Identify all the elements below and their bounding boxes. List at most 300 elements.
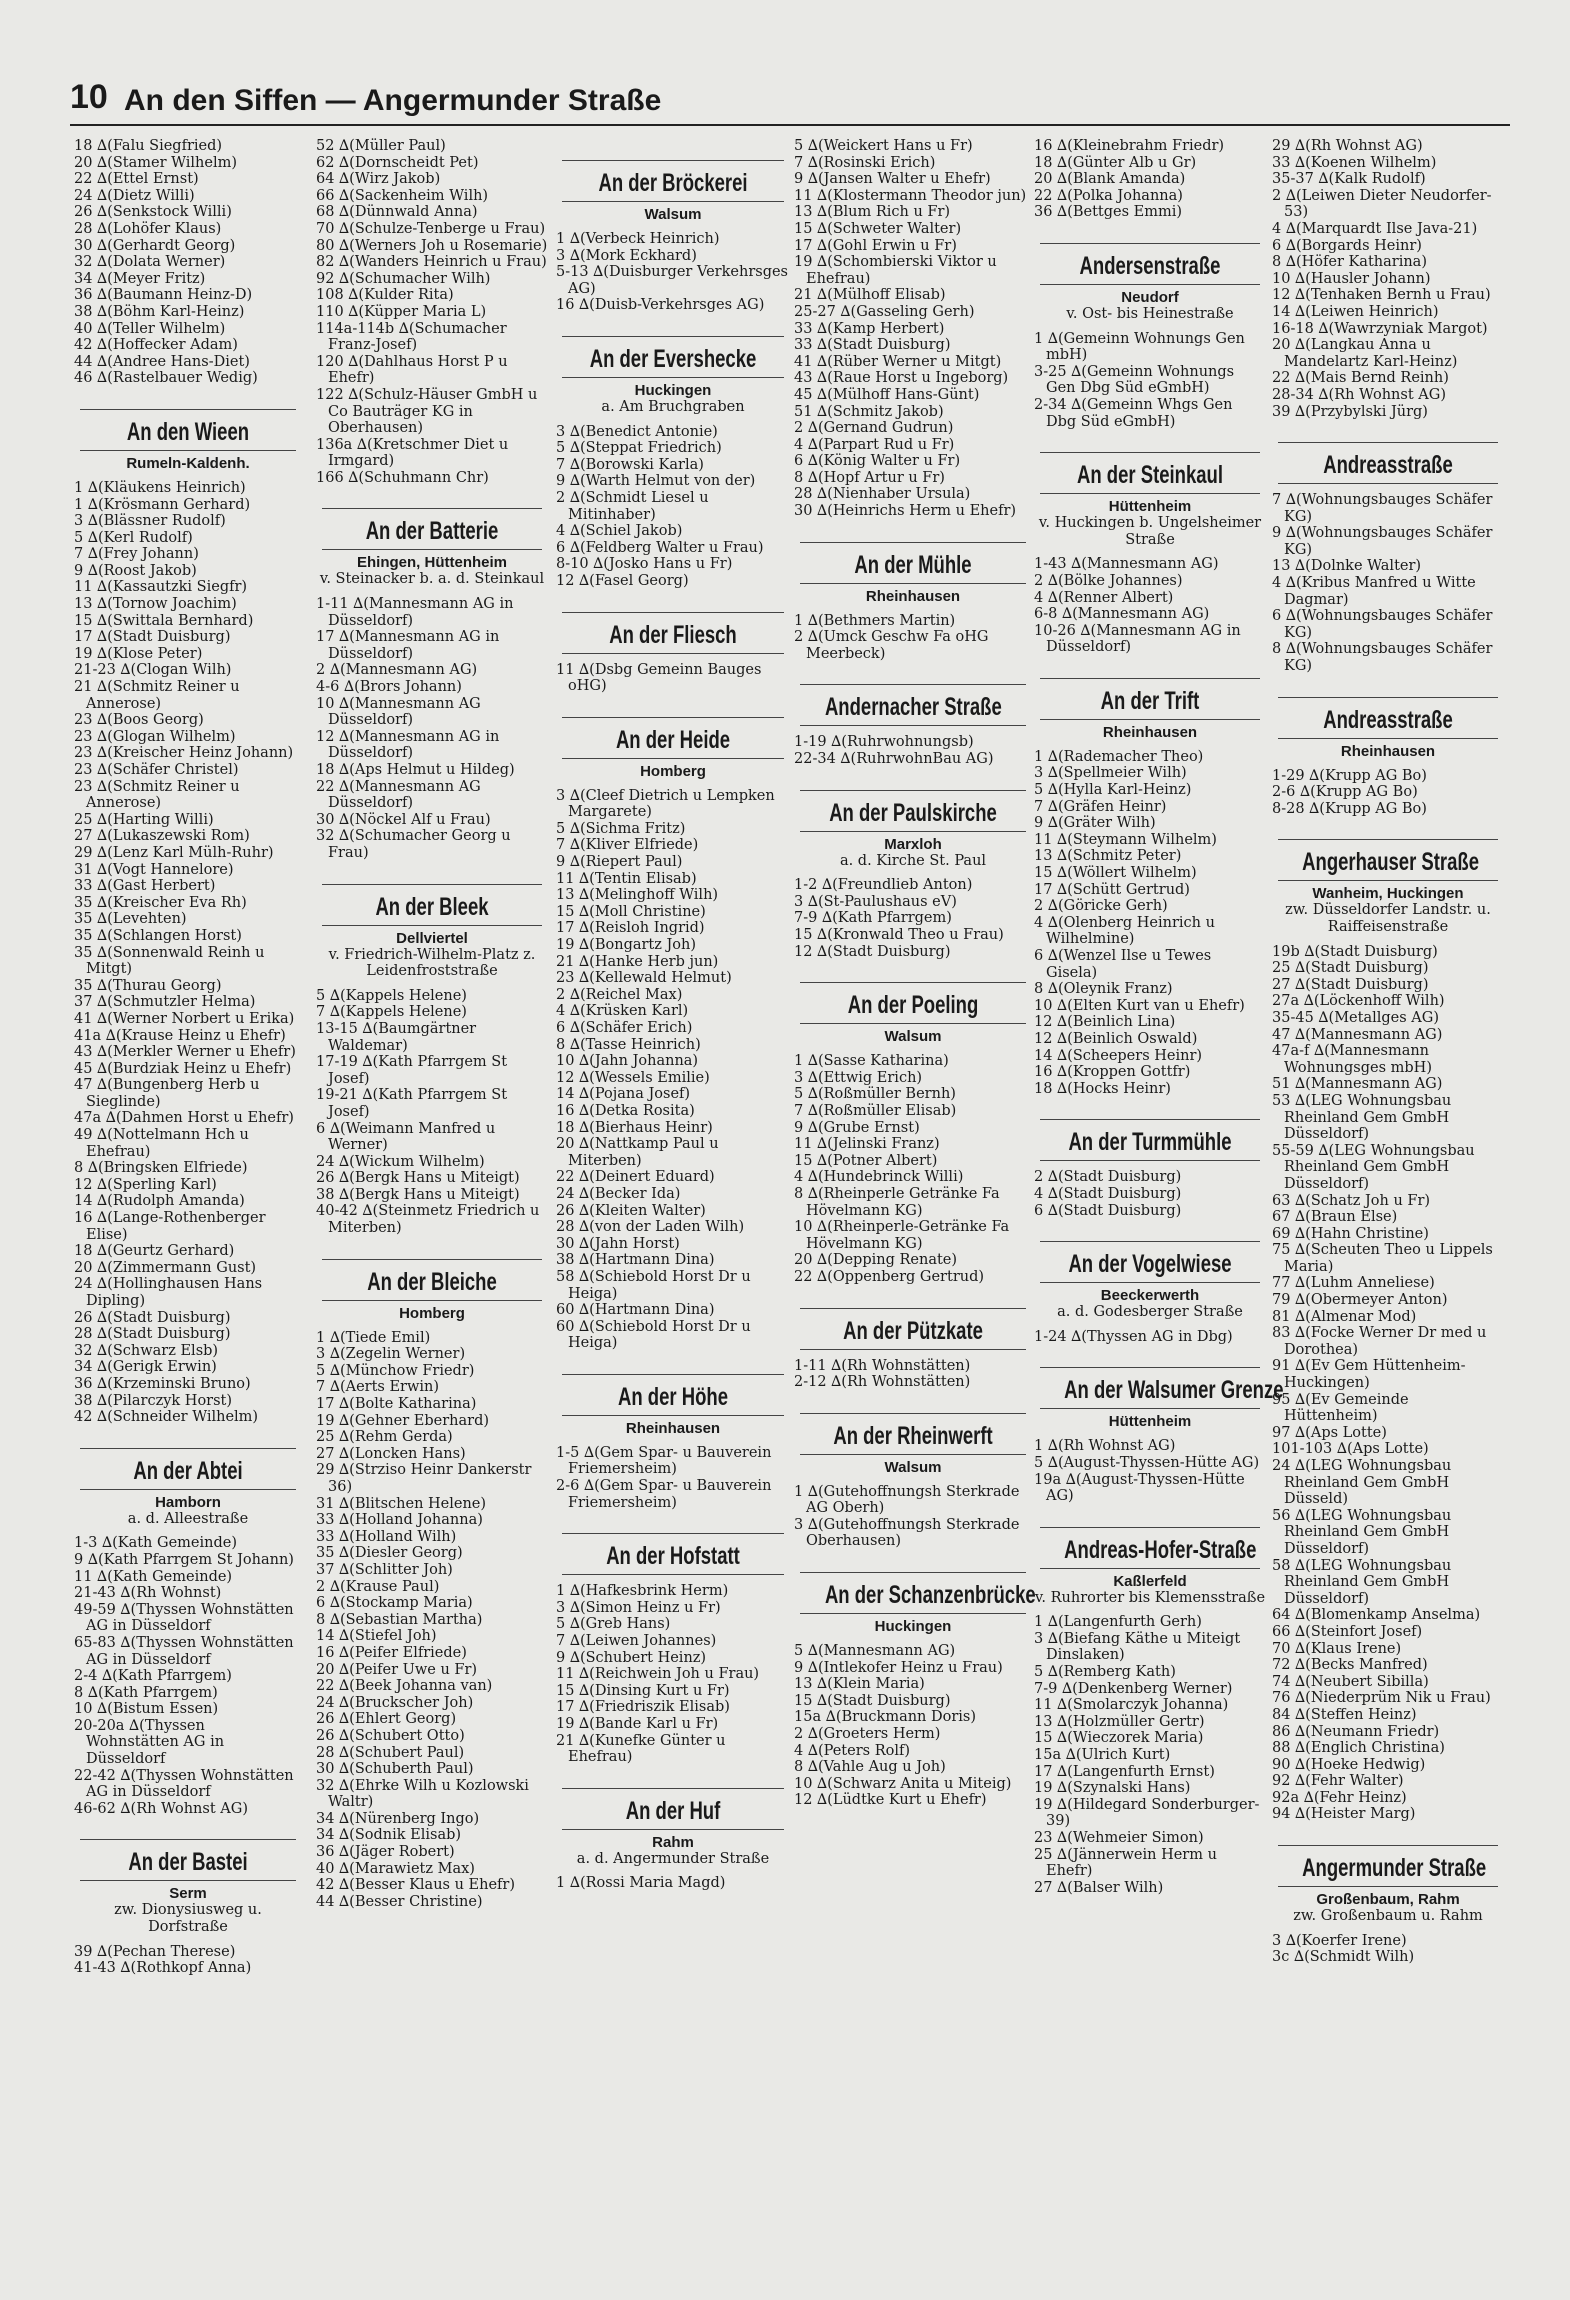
heading-rule-bottom — [562, 201, 784, 202]
street-range-note: a. d. Kirche St. Paul — [839, 852, 987, 869]
resident-entry: 8 ∆(Oleynik Franz) — [1034, 981, 1173, 998]
resident-entry: 24 ∆(Dietz Willi) — [74, 187, 195, 204]
resident-entry: 2 ∆(Stadt Duisburg) — [1034, 1169, 1182, 1186]
street-name: An der Bleek — [375, 892, 489, 921]
resident-entry: 28-34 ∆(Rh Wohnst AG) — [1272, 386, 1446, 403]
street-range-note: v. Ruhrorter bis Klemensstraße — [1034, 1589, 1266, 1606]
resident-entry: 9 ∆(Wohnungsbauges Schäfer KG) — [1272, 525, 1493, 558]
resident-entry: 33 ∆(Holland Wilh) — [316, 1528, 457, 1545]
heading-rule-top — [562, 1788, 784, 1789]
resident-entry: 30 ∆(Nöckel Alf u Frau) — [316, 811, 491, 828]
resident-entry: 21 ∆(Schmitz Reiner u Annerose) — [74, 679, 240, 712]
street-heading — [1034, 678, 1266, 741]
street-name: Andreasstraße — [1323, 705, 1453, 734]
resident-entry: 23 ∆(Glogan Wilhelm) — [74, 728, 236, 745]
resident-entry: 82 ∆(Wanders Heinrich u Frau) — [316, 254, 547, 271]
district-name: Homberg — [399, 1304, 465, 1322]
resident-entry: 6 ∆(Wenzel Ilse u Tewes Gisela) — [1034, 948, 1212, 981]
resident-entry: 1 ∆(Rossi Maria Magd) — [556, 1875, 726, 1892]
street-section — [556, 160, 790, 314]
resident-entry: 20-20a ∆(Thyssen Wohnstätten AG in Düsseldorf — [74, 1717, 225, 1768]
resident-entry: 21 ∆(Mülhoff Elisab) — [794, 287, 946, 304]
street-name: An der Rheinwerft — [833, 1421, 993, 1450]
resident-entry: 1-24 ∆(Thyssen AG in Dbg) — [1034, 1328, 1233, 1345]
heading-rule-bottom — [562, 758, 784, 759]
resident-entry: 4 ∆(Stadt Duisburg) — [1034, 1185, 1182, 1202]
resident-entry: 19 ∆(Klose Peter) — [74, 645, 203, 662]
resident-entry: 3-25 ∆(Gemeinn Wohnungs Gen Dbg Süd eGmbH) — [1034, 363, 1235, 397]
resident-entry: 10 ∆(Hausler Johann) — [1272, 270, 1431, 287]
street-heading — [1272, 442, 1504, 484]
resident-entry: 1-43 ∆(Mannesmann AG) — [1034, 556, 1219, 573]
heading-rule-top — [1040, 1527, 1260, 1528]
resident-entry: 1-5 ∆(Gem Spar- u Bauverein Friemersheim) — [556, 1444, 772, 1478]
resident-entry: 10 ∆(Elten Kurt van u Ehefr) — [1034, 997, 1245, 1014]
resident-entry: 15 ∆(Potner Albert) — [794, 1152, 938, 1169]
heading-rule-bottom — [1040, 1408, 1260, 1409]
resident-entry: 45 ∆(Mülhoff Hans-Günt) — [794, 386, 980, 403]
resident-entry: 6 ∆(Borgards Heinr) — [1272, 237, 1422, 254]
resident-entry: 3 ∆(Zegelin Werner) — [316, 1346, 466, 1363]
heading-rule-bottom — [322, 549, 542, 550]
resident-entry: 41 ∆(Werner Norbert u Erika) — [74, 1010, 295, 1027]
street-section — [316, 508, 548, 861]
resident-entry: 4 ∆(Parpart Rud u Fr) — [794, 436, 955, 453]
resident-entry: 16-18 ∆(Wawrzyniak Margot) — [1272, 320, 1488, 337]
resident-entry: 35-45 ∆(Metallges AG) — [1272, 1009, 1439, 1026]
heading-rule-bottom — [562, 1574, 784, 1575]
resident-entry: 40-42 ∆(Steinmetz Friedrich u Miterben) — [316, 1203, 540, 1237]
street-name: An der Bastei — [128, 1848, 248, 1877]
resident-entry: 79 ∆(Obermeyer Anton) — [1272, 1292, 1448, 1309]
resident-entry: 5 ∆(Steppat Friedrich) — [556, 440, 722, 457]
resident-entry: 64 ∆(Blomenkamp Anselma) — [1272, 1607, 1481, 1624]
resident-entry: 21 ∆(Kunefke Günter u Ehefrau) — [556, 1732, 726, 1766]
resident-entry: 1 ∆(Gemeinn Wohnungs Gen mbH) — [1034, 330, 1245, 364]
resident-entry: 65-83 ∆(Thyssen Wohnstätten AG in Düsseldorf — [74, 1634, 294, 1668]
street-section — [794, 684, 1032, 767]
resident-entry: 5-13 ∆(Duisburger Verkehrsges AG) — [556, 264, 788, 297]
resident-entry: 8 ∆(Tasse Heinrich) — [556, 1036, 701, 1053]
resident-entry: 1 ∆(Kläukens Heinrich) — [74, 479, 246, 496]
heading-rule-top — [322, 884, 542, 885]
street-name: Andersenstraße — [1079, 251, 1221, 280]
resident-entry: 75 ∆(Scheuten Theo u Lippels Maria) — [1272, 1242, 1493, 1275]
resident-entry: 15 ∆(Swittala Bernhard) — [74, 612, 254, 629]
resident-entry: 2-6 ∆(Krupp AG Bo) — [1272, 784, 1418, 801]
resident-entry: 2 ∆(Reichel Max) — [556, 986, 683, 1003]
heading-rule-top — [800, 1308, 1026, 1309]
street-name: Angerhauser Straße — [1302, 848, 1479, 877]
resident-entry: 18 ∆(Aps Helmut u Hildeg) — [316, 762, 515, 778]
street-section — [74, 409, 302, 1426]
resident-entry: 27 ∆(Stadt Duisburg) — [1272, 976, 1429, 993]
heading-rule-bottom — [562, 377, 784, 378]
street-name: An den Wieen — [126, 417, 250, 446]
resident-entry: 8-10 ∆(Josko Hans u Fr) — [556, 556, 733, 573]
resident-entry: 7 ∆(Frey Johann) — [74, 546, 199, 563]
resident-entry: 34 ∆(Gerigk Erwin) — [74, 1359, 217, 1376]
resident-entry: 29 ∆(Rh Wohnst AG) — [1272, 138, 1423, 154]
resident-entry: 7 ∆(Kappels Helene) — [316, 1004, 467, 1021]
street-name: An der Steinkaul — [1077, 461, 1223, 490]
resident-entry: 15 ∆(Dinsing Kurt u Fr) — [556, 1682, 730, 1699]
resident-entry: 24 ∆(Bruckscher Joh) — [316, 1694, 474, 1711]
resident-entry: 30 ∆(Jahn Horst) — [556, 1235, 680, 1252]
resident-entry: 16 ∆(Peifer Elfriede) — [316, 1644, 467, 1661]
resident-entry: 2 ∆(Mannesmann AG) — [316, 662, 478, 679]
resident-entry: 20 ∆(Blank Amanda) — [1034, 171, 1186, 188]
street-name: An der Trift — [1100, 686, 1200, 715]
resident-entry: 92a ∆(Fehr Heinz) — [1272, 1789, 1407, 1806]
resident-entry: 91 ∆(Ev Gem Hüttenheim-Huckingen) — [1272, 1358, 1466, 1392]
street-section — [74, 1448, 302, 1818]
resident-entry: 122 ∆(Schulz-Häuser GmbH u Co Bauträger KG in Oberhausen) — [316, 386, 538, 437]
street-section — [1034, 1119, 1266, 1219]
resident-entry: 14 ∆(Stiefel Joh) — [316, 1628, 437, 1645]
district-name: Wanheim, Huckingen — [1312, 885, 1464, 903]
street-section — [74, 1839, 302, 1976]
resident-entry: 22 ∆(Ettel Ernst) — [74, 171, 199, 188]
resident-entry: 7 ∆(Leiwen Johannes) — [556, 1633, 717, 1650]
resident-entry: 3 ∆(Mork Eckhard) — [556, 247, 697, 264]
resident-entry: 42 ∆(Schneider Wilhelm) — [74, 1409, 259, 1426]
resident-entry: 8 ∆(Kath Pfarrgem) — [74, 1684, 218, 1701]
resident-entry: 4 ∆(Kribus Manfred u Witte Dagmar) — [1272, 575, 1476, 608]
resident-entry: 30 ∆(Gerhardt Georg) — [74, 237, 236, 254]
resident-entry: 16 ∆(Kroppen Gottfr) — [1034, 1064, 1191, 1081]
resident-entry: 3 ∆(Gutehoffnungsh Sterkrade Oberhausen) — [794, 1516, 1020, 1550]
resident-entry: 9 ∆(Intlekofer Heinz u Frau) — [794, 1659, 1003, 1676]
resident-entry: 9 ∆(Kath Pfarrgem St Johann) — [74, 1551, 294, 1568]
heading-rule-top — [1040, 1241, 1260, 1242]
resident-entry: 166 ∆(Schuhmann Chr) — [316, 469, 489, 486]
resident-entry: 26 ∆(Kleiten Walter) — [556, 1202, 706, 1219]
street-name: An der Heide — [615, 725, 731, 754]
heading-rule-bottom — [1278, 483, 1498, 484]
street-name: An der Batterie — [365, 517, 499, 546]
resident-entry: 28 ∆(Stadt Duisburg) — [74, 1326, 231, 1343]
resident-entry: 83 ∆(Focke Werner Dr med u Dorothea) — [1272, 1325, 1487, 1358]
resident-entry: 29 ∆(Strziso Heinr Dankerstr 36) — [316, 1462, 532, 1495]
resident-entry: 24 ∆(Wickum Wilhelm) — [316, 1153, 485, 1170]
resident-entry: 1 ∆(Langenfurth Gerh) — [1034, 1614, 1202, 1631]
resident-entry: 2 ∆(Groeters Herm) — [794, 1726, 941, 1743]
heading-rule-bottom — [1278, 738, 1498, 739]
street-section — [556, 1533, 790, 1766]
resident-entry: 7 ∆(Kliver Elfriede) — [556, 837, 699, 854]
resident-entry: 51 ∆(Mannesmann AG) — [1272, 1076, 1443, 1093]
resident-entry: 62 ∆(Dornscheidt Pet) — [316, 154, 479, 171]
resident-entry: 9 ∆(Schubert Heinz) — [556, 1649, 707, 1666]
resident-entry: 13-15 ∆(Baumgärtner Waldemar) — [316, 1020, 477, 1054]
resident-entry: 4 ∆(Schiel Jakob) — [556, 523, 683, 540]
heading-rule-top — [800, 1572, 1026, 1573]
street-range-note: v. Steinacker b. a. d. Steinkaul — [319, 571, 545, 588]
resident-entry: 22 ∆(Mannesmann AG Düsseldorf) — [316, 778, 481, 812]
resident-entry: 13 ∆(Schmitz Peter) — [1034, 848, 1182, 865]
heading-rule-top — [80, 1448, 296, 1449]
resident-entry: 43 ∆(Raue Horst u Ingeborg) — [794, 370, 1009, 387]
district-name: Serm — [169, 1885, 207, 1903]
resident-entry: 5 ∆(Sichma Fritz) — [556, 820, 686, 837]
resident-entry: 2-34 ∆(Gemeinn Whgs Gen Dbg Süd eGmbH) — [1034, 396, 1233, 430]
resident-entry: 41-43 ∆(Rothkopf Anna) — [74, 1960, 252, 1977]
resident-entry: 25-27 ∆(Gasseling Gerh) — [794, 303, 975, 320]
heading-rule-bottom — [800, 1613, 1026, 1614]
resident-entry: 10 ∆(Rheinperle-Getränke Fa Hövelmann KG) — [794, 1219, 1010, 1252]
district-name: Walsum — [644, 206, 702, 223]
page-number: 10 — [70, 78, 108, 116]
resident-entry: 23 ∆(Schäfer Christel) — [74, 762, 239, 778]
resident-entry: 3 ∆(Biefang Käthe u Miteigt Dinslaken) — [1034, 1630, 1241, 1664]
street-section — [556, 612, 790, 695]
street-range-note: a. d. Alleestraße — [127, 1510, 249, 1527]
heading-rule-top — [1040, 1367, 1260, 1368]
column-5 — [1034, 138, 1284, 1896]
resident-entry: 46 ∆(Rastelbauer Wedig) — [74, 370, 258, 387]
street-heading — [316, 884, 548, 980]
resident-entry: 17 ∆(Friedriszik Elisab) — [556, 1699, 730, 1716]
resident-entry: 120 ∆(Dahlhaus Horst P u Ehefr) — [316, 353, 508, 387]
resident-entry: 12 ∆(Stadt Duisburg) — [794, 943, 951, 960]
resident-entry: 45 ∆(Burdziak Heinz u Ehefr) — [74, 1060, 292, 1077]
resident-entry: 22 ∆(Polka Johanna) — [1034, 187, 1183, 204]
resident-entry: 28 ∆(von der Laden Wilh) — [556, 1219, 745, 1236]
resident-entry: 34 ∆(Nürenberg Ingo) — [316, 1810, 480, 1827]
street-name: Andernacher Straße — [824, 693, 1002, 722]
resident-entry: 38 ∆(Hartmann Dina) — [556, 1252, 715, 1269]
resident-entry: 1 ∆(Verbeck Heinrich) — [556, 231, 720, 247]
resident-entry: 29 ∆(Lenz Karl Mülh-Ruhr) — [74, 844, 274, 861]
resident-entry: 36 ∆(Bettges Emmi) — [1034, 204, 1183, 221]
heading-rule-top — [562, 612, 784, 613]
resident-entry: 35 ∆(Thurau Georg) — [74, 977, 222, 994]
resident-entry: 4-6 ∆(Brors Johann) — [316, 679, 462, 696]
street-range-note: v. Huckingen b. Ungelsheimer Straße — [1038, 515, 1262, 548]
resident-entry: 43 ∆(Merkler Werner u Ehefr) — [74, 1044, 296, 1061]
resident-entry: 42 ∆(Hoffecker Adam) — [74, 337, 238, 354]
resident-entry: 12 ∆(Wessels Emilie) — [556, 1069, 710, 1086]
resident-entry: 6 ∆(Feldberg Walter u Frau) — [556, 539, 764, 556]
resident-entry: 90 ∆(Hoeke Hedwig) — [1272, 1756, 1426, 1773]
resident-entry: 35 ∆(Schlangen Horst) — [74, 927, 242, 944]
street-section — [556, 1788, 790, 1892]
resident-entry: 27 ∆(Loncken Hans) — [316, 1445, 466, 1462]
resident-entry: 3 ∆(St-Paulushaus eV) — [794, 893, 957, 910]
street-name: An der Turmmühle — [1068, 1128, 1232, 1157]
resident-entry: 3 ∆(Koerfer Irene) — [1272, 1932, 1407, 1949]
resident-entry: 34 ∆(Meyer Fritz) — [74, 270, 206, 287]
street-name: An der Walsumer Grenze — [1064, 1376, 1284, 1405]
district-name: Rheinhausen — [625, 1419, 721, 1437]
resident-entry: 27a ∆(Löckenhoff Wilh) — [1272, 993, 1445, 1010]
resident-entry: 14 ∆(Pojana Josef) — [556, 1086, 691, 1103]
resident-entry: 2 ∆(Krause Paul) — [316, 1578, 440, 1595]
street-section — [1034, 1367, 1284, 1505]
district-name: Walsum — [884, 1028, 942, 1046]
heading-rule-bottom — [1278, 880, 1498, 881]
district-name: Walsum — [884, 1458, 942, 1476]
street-name: Angermunder Straße — [1302, 1854, 1487, 1883]
resident-entry: 114a-114b ∆(Schumacher Franz-Josef) — [316, 320, 507, 354]
resident-entry: 24 ∆(Becker Ida) — [556, 1185, 681, 1202]
resident-entry: 28 ∆(Nienhaber Ursula) — [794, 486, 971, 503]
resident-entry: 9 ∆(Gräter Wilh) — [1034, 815, 1156, 832]
resident-entry: 64 ∆(Wirz Jakob) — [316, 171, 441, 188]
heading-rule-top — [1040, 452, 1260, 453]
resident-entry: 19 ∆(Bongartz Joh) — [556, 937, 697, 954]
street-name: An der Paulskirche — [829, 798, 997, 827]
resident-entry: 1 ∆(Gutehoffnungsh Sterkrade AG Oberh) — [794, 1483, 1020, 1517]
resident-entry: 81 ∆(Almenar Mod) — [1272, 1308, 1417, 1325]
resident-entry: 7 ∆(Rosinski Erich) — [794, 154, 936, 171]
heading-rule-top — [562, 160, 784, 161]
heading-rule-top — [1278, 697, 1498, 698]
resident-entry: 17 ∆(Langenfurth Ernst) — [1034, 1763, 1215, 1780]
resident-entry: 14 ∆(Leiwen Heinrich) — [1272, 303, 1439, 320]
street-heading — [1034, 452, 1266, 548]
resident-entry: 23 ∆(Kreischer Heinz Johann) — [74, 745, 294, 762]
resident-entry: 22-34 ∆(RuhrwohnBau AG) — [794, 751, 994, 768]
resident-entry: 4 ∆(Olenberg Heinrich u Wilhelmine) — [1034, 914, 1215, 948]
resident-entry: 28 ∆(Lohöfer Klaus) — [74, 220, 222, 237]
resident-entry: 23 ∆(Schmitz Reiner u Annerose) — [74, 778, 240, 812]
resident-entry: 8 ∆(Hopf Artur u Fr) — [794, 469, 945, 486]
resident-entry: 95 ∆(Ev Gemeinde Hüttenheim) — [1272, 1391, 1409, 1425]
resident-entry: 18 ∆(Günter Alb u Gr) — [1034, 154, 1197, 171]
street-heading — [74, 1448, 302, 1528]
resident-entry: 10-26 ∆(Mannesmann AG in Düsseldorf) — [1034, 622, 1241, 656]
resident-entry: 2-12 ∆(Rh Wohnstätten) — [794, 1374, 971, 1391]
resident-entry: 11 ∆(Reichwein Joh u Frau) — [556, 1666, 760, 1683]
resident-entry: 108 ∆(Kulder Rita) — [316, 287, 454, 304]
resident-entry: 20 ∆(Zimmermann Gust) — [74, 1259, 257, 1276]
resident-entry: 15 ∆(Kronwald Theo u Frau) — [794, 927, 1004, 943]
heading-rule-top — [562, 1533, 784, 1534]
street-range-note: zw. Großenbaum u. Rahm — [1293, 1908, 1483, 1925]
resident-entry: 69 ∆(Hahn Christine) — [1272, 1225, 1429, 1242]
resident-entry: 6 ∆(Stockamp Maria) — [316, 1595, 473, 1612]
resident-entry: 36 ∆(Baumann Heinz-D) — [74, 287, 253, 304]
resident-entry: 25 ∆(Stadt Duisburg) — [1272, 960, 1429, 977]
heading-rule-bottom — [80, 450, 296, 451]
resident-entry: 22 ∆(Oppenberg Gertrud) — [794, 1268, 985, 1285]
resident-entry: 12 ∆(Tenhaken Bernh u Frau) — [1272, 287, 1491, 304]
resident-entry: 30 ∆(Schuberth Paul) — [316, 1761, 474, 1778]
column-4 — [794, 138, 1036, 1809]
resident-entry: 33 ∆(Stadt Duisburg) — [794, 337, 951, 354]
resident-entry: 21-23 ∆(Clogan Wilh) — [74, 662, 232, 679]
resident-entry: 7 ∆(Gräfen Heinr) — [1034, 798, 1167, 815]
heading-rule-top — [80, 409, 296, 410]
street-heading — [794, 542, 1032, 605]
resident-entry: 8 ∆(Wohnungsbauges Schäfer KG) — [1272, 641, 1493, 675]
resident-entry: 56 ∆(LEG Wohnungsbau Rheinland Gem GmbH Düsseldorf) — [1272, 1507, 1452, 1557]
heading-rule-top — [1040, 243, 1260, 244]
street-section — [1034, 243, 1266, 430]
street-heading — [794, 1413, 1032, 1476]
district-name: Kaßlerfeld — [1113, 1572, 1187, 1590]
resident-entry: 19 ∆(Schombierski Viktor u Ehefrau) — [794, 254, 997, 287]
resident-entry: 16 ∆(Lange-Rothenberger Elise) — [74, 1210, 266, 1243]
resident-entry: 26 ∆(Ehlert Georg) — [316, 1711, 457, 1728]
resident-entry: 20 ∆(Peifer Uwe u Fr) — [316, 1661, 478, 1678]
resident-entry: 6 ∆(Wohnungsbauges Schäfer KG) — [1272, 608, 1493, 641]
street-section — [794, 138, 1032, 520]
street-section — [794, 1572, 1036, 1809]
street-name: An der Evershecke — [589, 344, 757, 373]
resident-entry: 19 ∆(Hildegard Sonderburger-39) — [1034, 1796, 1260, 1830]
resident-entry: 19a ∆(August-Thyssen-Hütte AG) — [1034, 1471, 1245, 1505]
resident-entry: 70 ∆(Klaus Irene) — [1272, 1640, 1402, 1657]
resident-entry: 13 ∆(Tornow Joachim) — [74, 596, 237, 613]
resident-entry: 3 ∆(Simon Heinz u Fr) — [556, 1599, 721, 1616]
resident-entry: 5 ∆(Roßmüller Bernh) — [794, 1086, 956, 1103]
resident-entry: 19 ∆(Gehner Eberhard) — [316, 1412, 490, 1429]
resident-entry: 16 ∆(Duisb-Verkehrsges AG) — [556, 297, 765, 314]
resident-entry: 72 ∆(Becks Manfred) — [1272, 1657, 1428, 1674]
resident-entry: 60 ∆(Schiebold Horst Dr u Heiga) — [556, 1318, 751, 1352]
street-name: An der Huf — [625, 1796, 721, 1825]
resident-entry: 97 ∆(Aps Lotte) — [1272, 1424, 1387, 1441]
resident-entry: 17 ∆(Mannesmann AG in Düsseldorf) — [316, 629, 500, 662]
resident-entry: 4 ∆(Marquardt Ilse Java-21) — [1272, 220, 1478, 237]
street-heading — [556, 1533, 790, 1575]
resident-entry: 47a-f ∆(Mannesmann Wohnungsges mbH) — [1272, 1043, 1432, 1076]
resident-entry: 92 ∆(Schumacher Wilh) — [316, 270, 491, 287]
district-name: Marxloh — [884, 835, 942, 853]
district-name: Rheinhausen — [1102, 723, 1198, 741]
district-name: Dellviertel — [396, 929, 468, 947]
resident-entry: 70 ∆(Schulze-Tenberge u Frau) — [316, 220, 546, 237]
heading-rule-top — [562, 717, 784, 718]
resident-entry: 33 ∆(Gast Herbert) — [74, 878, 216, 895]
street-heading — [794, 982, 1032, 1045]
district-name: Huckingen — [634, 381, 712, 399]
resident-entry: 10 ∆(Mannesmann AG Düsseldorf) — [316, 695, 481, 729]
street-name: An der Pützkate — [843, 1316, 983, 1345]
resident-entry: 32 ∆(Schumacher Georg u Frau) — [316, 828, 511, 861]
resident-entry: 36 ∆(Jäger Robert) — [316, 1844, 455, 1861]
resident-entry: 11 ∆(Steymann Wilhelm) — [1034, 831, 1217, 848]
resident-entry: 2 ∆(Gernand Gudrun) — [794, 420, 954, 437]
resident-entry: 2 ∆(Leiwen Dieter Neudorfer-53) — [1272, 187, 1492, 221]
street-name: An der Höhe — [618, 1382, 728, 1411]
resident-entry: 10 ∆(Jahn Johanna) — [556, 1053, 699, 1070]
street-heading — [1034, 1527, 1266, 1607]
resident-entry: 17 ∆(Reisloh Ingrid) — [556, 920, 705, 937]
resident-entry: 20 ∆(Nattkamp Paul u Miterben) — [556, 1136, 719, 1169]
resident-entry: 51 ∆(Schmitz Jakob) — [794, 403, 944, 420]
resident-entry: 10 ∆(Bistum Essen) — [74, 1701, 219, 1718]
street-name: An der Bröckerei — [598, 169, 748, 197]
resident-entry: 21-43 ∆(Rh Wohnst) — [74, 1585, 222, 1602]
resident-entry: 33 ∆(Koenen Wilhelm) — [1272, 154, 1437, 171]
resident-entry: 8 ∆(Vahle Aug u Joh) — [794, 1759, 946, 1776]
heading-rule-bottom — [1040, 719, 1260, 720]
resident-entry: 5 ∆(Weickert Hans u Fr) — [794, 138, 973, 154]
resident-entry: 7 ∆(Borowski Karla) — [556, 456, 704, 473]
resident-entry: 1-2 ∆(Freundlieb Anton) — [794, 877, 973, 894]
resident-entry: 35 ∆(Sonnenwald Reinh u Mitgt) — [74, 944, 265, 978]
resident-entry: 1-19 ∆(Ruhrwohnungsb) — [794, 734, 974, 751]
resident-entry: 66 ∆(Sackenheim Wilh) — [316, 187, 489, 204]
resident-entry: 9 ∆(Grube Ernst) — [794, 1119, 920, 1136]
district-name: Rheinhausen — [865, 587, 961, 605]
street-name: Andreas-Hofer-Straße — [1064, 1535, 1257, 1564]
resident-entry: 6-8 ∆(Mannesmann AG) — [1034, 606, 1210, 623]
